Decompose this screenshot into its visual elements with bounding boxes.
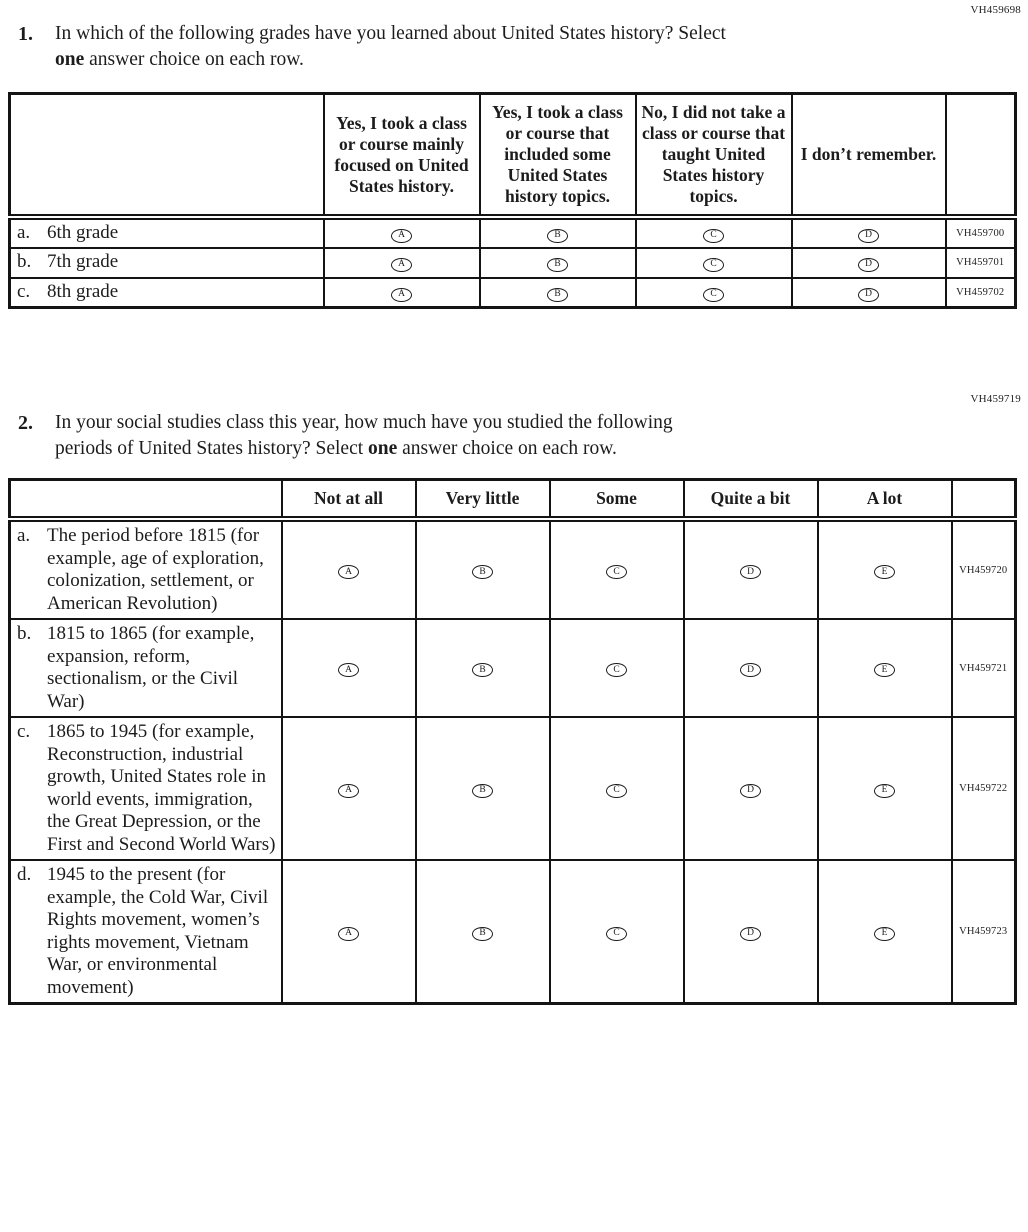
q2-header-a-lot: A lot: [818, 480, 952, 520]
bubble-option-d[interactable]: D: [740, 663, 761, 677]
bubble-option-e[interactable]: E: [874, 927, 895, 941]
item-code: VH459722: [952, 717, 1016, 860]
q1-row-c-label-cell: [10, 278, 324, 308]
q1-row-a-label-cell: [10, 217, 324, 248]
q1-header-col-a: Yes, I took a class or course mainly focused on United States history.: [324, 94, 480, 218]
question2: [18, 410, 1021, 462]
table-row: [10, 248, 1016, 278]
q1-header-code-empty: [946, 94, 1016, 218]
bubble-option-b[interactable]: B: [547, 258, 568, 272]
question2-bold-word: one: [368, 438, 398, 459]
q1-row-b-label-cell: [10, 248, 324, 278]
question1-item-code: VH459698: [970, 4, 1021, 16]
bubble-option-d[interactable]: D: [858, 258, 879, 272]
question1-number: 1.: [18, 23, 33, 45]
question2-number: 2.: [18, 412, 33, 434]
q2-header-code-empty: [952, 480, 1016, 520]
bubble-option-c[interactable]: C: [703, 229, 724, 243]
row-label: The period before 1815 (for example, age of exploration, colonization, settlement, or American Revolution): [47, 525, 264, 614]
question2-table: [8, 478, 1017, 1005]
bubble-option-e[interactable]: E: [874, 784, 895, 798]
question1-line2: [55, 47, 726, 73]
bubble-option-d[interactable]: D: [858, 229, 879, 243]
bubble-option-c[interactable]: C: [606, 927, 627, 941]
question1-bold-word: one: [55, 49, 85, 70]
table-row: [10, 519, 1016, 619]
table-row: [10, 860, 1016, 1004]
row-label: 1865 to 1945 (for example, Reconstruction, industrial growth, United States role in world events, immigration, the Great Depression, or the First and Second World Wars): [47, 721, 276, 855]
bubble-option-a[interactable]: A: [338, 784, 359, 798]
row-label: 7th grade: [47, 251, 119, 273]
bubble-option-d[interactable]: D: [740, 927, 761, 941]
q2-row-b-label-cell: [10, 619, 282, 717]
bubble-option-b[interactable]: B: [472, 565, 493, 579]
row-label: 8th grade: [47, 281, 119, 302]
item-code: VH459701: [946, 248, 1016, 278]
q2-header-empty: [10, 480, 282, 520]
question2-item-code: VH459719: [970, 393, 1021, 405]
question2-line2: [55, 436, 673, 462]
question1-table: [8, 92, 1017, 309]
row-letter: d.: [17, 864, 32, 885]
q2-header-some: Some: [550, 480, 684, 520]
bubble-option-b[interactable]: B: [472, 927, 493, 941]
row-letter: c.: [17, 721, 31, 742]
row-letter: b.: [17, 251, 32, 273]
bubble-option-a[interactable]: A: [391, 229, 412, 243]
table-row: [10, 619, 1016, 717]
bubble-option-c[interactable]: C: [606, 784, 627, 798]
question2-line1: In your social studies class this year, how much have you studied the following: [55, 412, 673, 433]
question1: [18, 21, 1021, 73]
bubble-option-d[interactable]: D: [740, 565, 761, 579]
q2-row-a-label-cell: [10, 519, 282, 619]
bubble-option-c[interactable]: C: [606, 663, 627, 677]
question1-header-row: [10, 94, 1016, 218]
row-label: 1815 to 1865 (for example, expansion, reform, sectionalism, or the Civil War): [47, 623, 255, 712]
q2-row-d-label-cell: [10, 860, 282, 1004]
q2-header-quite-a-bit: Quite a bit: [684, 480, 818, 520]
bubble-option-b[interactable]: B: [472, 663, 493, 677]
q1-header-col-b: Yes, I took a class or course that included some United States history topics.: [480, 94, 636, 218]
bubble-option-d[interactable]: D: [858, 288, 879, 302]
table-row: [10, 278, 1016, 308]
bubble-option-e[interactable]: E: [874, 565, 895, 579]
table-row: [10, 717, 1016, 860]
item-code: VH459700: [946, 217, 1016, 248]
bubble-option-a[interactable]: A: [391, 258, 412, 272]
row-letter: c.: [17, 281, 31, 302]
question2-text: [55, 410, 673, 462]
row-label: 1945 to the present (for example, the Cold War, Civil Rights movement, women’s rights movement, Vietnam War, or environmental movement): [47, 864, 269, 998]
row-letter: a.: [17, 525, 31, 546]
q1-header-col-d: I don’t remember.: [792, 94, 946, 218]
question1-line1: In which of the following grades have you learned about United States history? Select: [55, 23, 726, 44]
question2-header-row: [10, 480, 1016, 520]
bubble-option-e[interactable]: E: [874, 663, 895, 677]
bubble-option-c[interactable]: C: [703, 288, 724, 302]
q1-header-col-c: No, I did not take a class or course that taught United States history topics.: [636, 94, 792, 218]
q2-header-not-at-all: Not at all: [282, 480, 416, 520]
question1-text: [55, 21, 726, 73]
table-row: [10, 217, 1016, 248]
bubble-option-a[interactable]: A: [391, 288, 412, 302]
item-code: VH459721: [952, 619, 1016, 717]
row-letter: b.: [17, 623, 32, 644]
question2-line2-pre: periods of United States history? Select: [55, 438, 364, 459]
q2-row-c-label-cell: [10, 717, 282, 860]
bubble-option-a[interactable]: A: [338, 663, 359, 677]
item-code: VH459702: [946, 278, 1016, 308]
row-label: 6th grade: [47, 222, 119, 243]
bubble-option-b[interactable]: B: [547, 229, 568, 243]
q2-header-very-little: Very little: [416, 480, 550, 520]
bubble-option-c[interactable]: C: [703, 258, 724, 272]
item-code: VH459720: [952, 519, 1016, 619]
item-code: VH459723: [952, 860, 1016, 1004]
question1-line2-rest: answer choice on each row.: [89, 49, 304, 70]
question2-line2-rest: answer choice on each row.: [402, 438, 617, 459]
bubble-option-b[interactable]: B: [547, 288, 568, 302]
bubble-option-b[interactable]: B: [472, 784, 493, 798]
q1-header-empty: [10, 94, 324, 218]
row-letter: a.: [17, 222, 31, 243]
bubble-option-c[interactable]: C: [606, 565, 627, 579]
bubble-option-d[interactable]: D: [740, 784, 761, 798]
bubble-option-a[interactable]: A: [338, 565, 359, 579]
bubble-option-a[interactable]: A: [338, 927, 359, 941]
